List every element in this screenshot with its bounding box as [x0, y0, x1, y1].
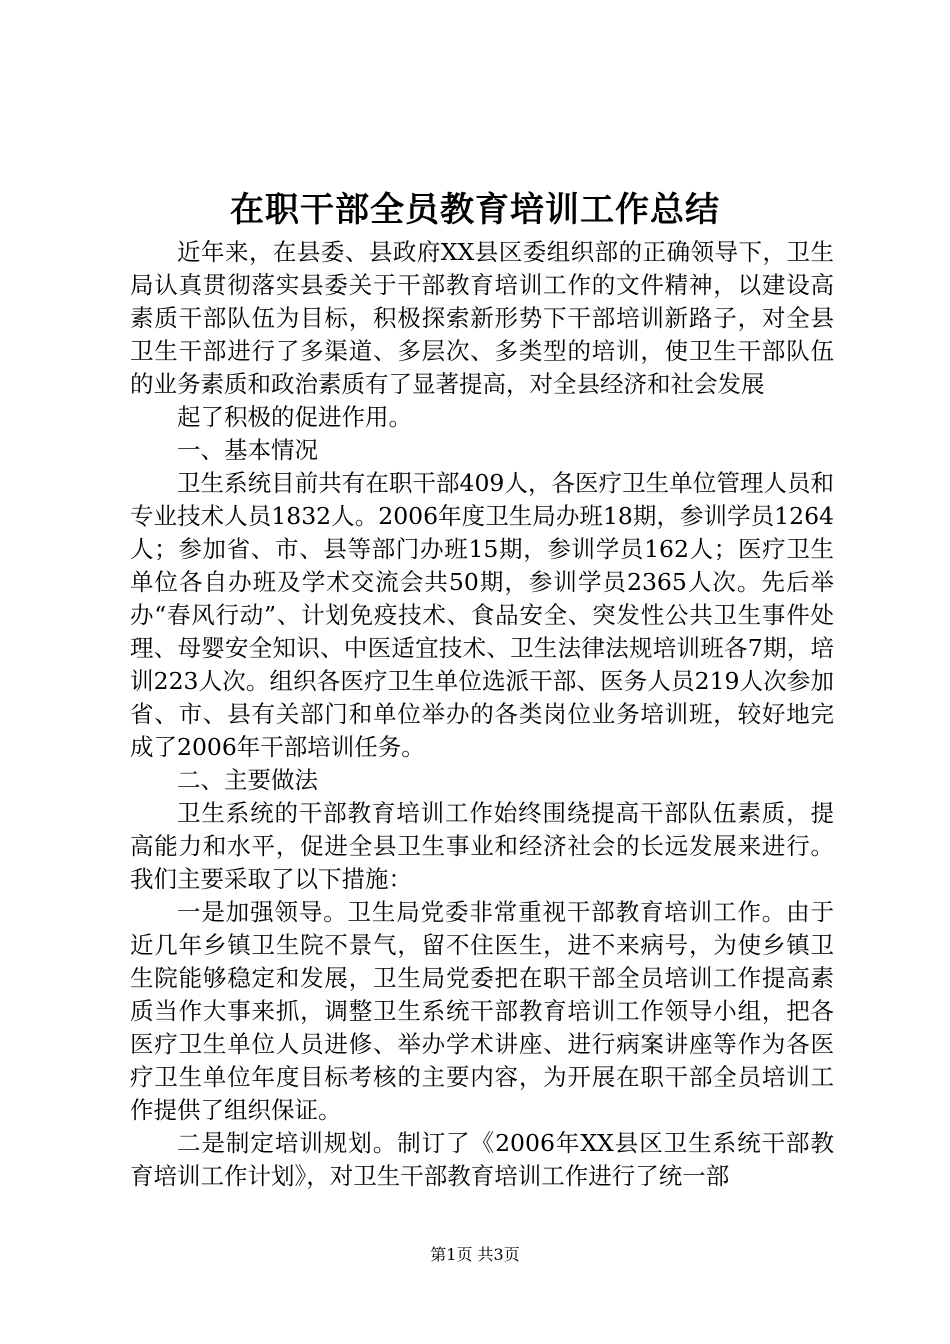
- paragraph-intro-continued: 起了积极的促进作用。: [177, 403, 412, 431]
- document-title: 在职干部全员教育培训工作总结: [230, 190, 720, 230]
- paragraph-basic-situation: 卫生系统目前共有在职干部409人，各医疗卫生单位管理人员和专业技术人员1832人。2006年度卫生局办班18期，参训学员1264人；参加省、市、县等部门办班15期，参训学员162人；医疗卫生单位各自办班及学术交流会共50期，参训学员2365人次。先后举办“春风行动”、计划免疫技术、食品安全、突发性公共卫生事件处理、母婴安全知识、中医适宜技术、卫生法律法规培训班各7期，培训223人次。组织各医疗卫生单位选派干部、医务人员219人次参加省、市、县有关部门和单位举办的各类岗位业务培训班，较好地完成了2006年干部培训任务。: [130, 469, 834, 761]
- page-indicator: 第1页 共3页: [430, 1245, 520, 1264]
- paragraph-training-plan: 二是制定培训规划。制订了《2006年XX县区卫生系统干部教育培训工作计划》，对卫生干部教育培训工作进行了统一部: [130, 1129, 834, 1190]
- section-heading-main-practices: 二、主要做法: [177, 766, 318, 794]
- document-body: [130, 236, 834, 1193]
- paragraph-strengthen-leadership: 一是加强领导。卫生局党委非常重视干部教育培训工作。由于近几年乡镇卫生院不景气，留不住医生，进不来病号，为使乡镇卫生院能够稳定和发展，卫生局党委把在职干部全员培训工作提高素质当作大事来抓，调整卫生系统干部教育培训工作领导小组，把各医疗卫生单位人员进修、举办学术讲座、进行病案讲座等作为各医疗卫生单位年度目标考核的主要内容，为开展在职干部全员培训工作提供了组织保证。: [130, 898, 834, 1124]
- section-heading-basic-situation: 一、基本情况: [177, 436, 318, 464]
- paragraph-intro: 近年来，在县委、县政府XX县区委组织部的正确领导下，卫生局认真贯彻落实县委关于干部教育培训工作的文件精神，以建设高素质干部队伍为目标，积极探索新形势下干部培训新路子，对全县卫生干部进行了多渠道、多层次、多类型的培训，使卫生干部队伍的业务素质和政治素质有了显著提高，对全县经济和社会发展: [130, 238, 834, 398]
- paragraph-main-practices: 卫生系统的干部教育培训工作始终围绕提高干部队伍素质，提高能力和水平，促进全县卫生事业和经济社会的长远发展来进行。我们主要采取了以下措施：: [130, 799, 834, 893]
